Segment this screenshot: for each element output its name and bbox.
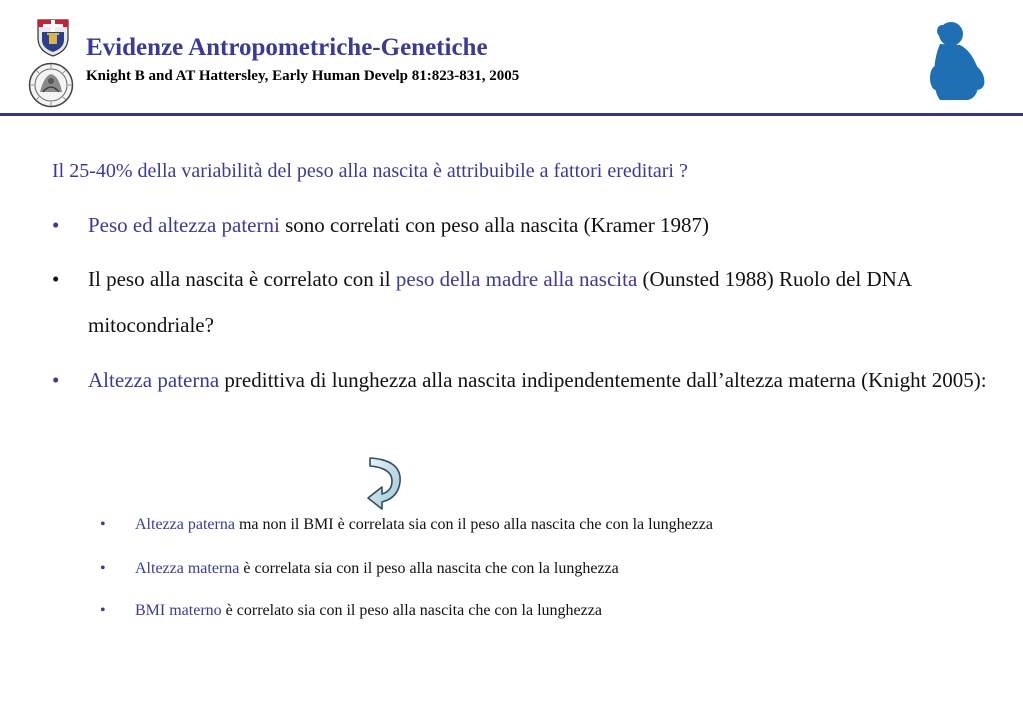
bullet-text [88, 256, 1002, 348]
bullet-paternal-height [52, 202, 1002, 248]
sub-bullet-paternal-height [100, 516, 1000, 534]
sub-bullet-text [135, 602, 1000, 620]
sub-bullet-text [135, 516, 1000, 534]
sub-bullet-marker: • [100, 516, 106, 533]
sub-bullet-maternal-height [100, 560, 1000, 578]
sub-bullet-marker: • [100, 602, 106, 619]
bullet-marker: • [52, 368, 60, 392]
intro-question: Il 25-40% della variabilità del peso alla nascita è attribuibile a fattori ereditari ? [52, 160, 688, 182]
bullet-maternal-birthweight [52, 256, 1002, 348]
bullet-text [88, 357, 1002, 403]
sub-bullet-text [135, 560, 1000, 578]
bullet-paternal-height-predictive [52, 357, 1002, 403]
curved-return-arrow-icon [364, 456, 404, 510]
page-title: Evidenze Antropometriche-Genetiche [86, 34, 488, 61]
header-divider [0, 113, 1023, 116]
university-crest-icon [36, 18, 70, 58]
sub-bullet-rest: è correlata sia con il peso alla nascita che con la lunghezza [239, 560, 619, 577]
bullet-marker: • [52, 213, 60, 237]
sub-bullet-rest: è correlato sia con il peso alla nascita che con la lunghezza [221, 602, 602, 619]
sub-bullet-marker: • [100, 560, 106, 577]
bullet-rest: sono correlati con peso alla nascita (Kramer 1987) [279, 213, 709, 237]
bullet-rest: (Ounsted 1988) Ruolo del DNA mitocondriale? [88, 267, 911, 337]
sub-bullet-rest: ma non il BMI è correlata sia con il peso alla nascita che con la lunghezza [234, 516, 713, 533]
bullet-rest: predittiva di lunghezza alla nascita indipendentemente dall’altezza materna (Knight 2005): [219, 368, 987, 392]
bullet-text [88, 202, 1002, 248]
bullet-marker: • [52, 267, 60, 291]
sub-bullet-highlight: Altezza paterna [135, 516, 235, 533]
bullet-highlight: Peso ed altezza paterni [88, 213, 280, 237]
sub-bullet-maternal-bmi [100, 602, 1000, 620]
child-silhouette-icon [920, 18, 990, 104]
sub-bullet-highlight: BMI materno [135, 602, 222, 619]
citation-subtitle: Knight B and AT Hattersley, Early Human Develp 81:823-831, 2005 [86, 68, 520, 84]
university-seal-icon [28, 62, 74, 108]
bullet-highlight: peso della madre alla nascita [395, 267, 638, 291]
sub-bullet-highlight: Altezza materna [135, 560, 240, 577]
bullet-lead: Il peso alla nascita è correlato con il [88, 267, 396, 291]
bullet-highlight: Altezza paterna [88, 368, 220, 392]
